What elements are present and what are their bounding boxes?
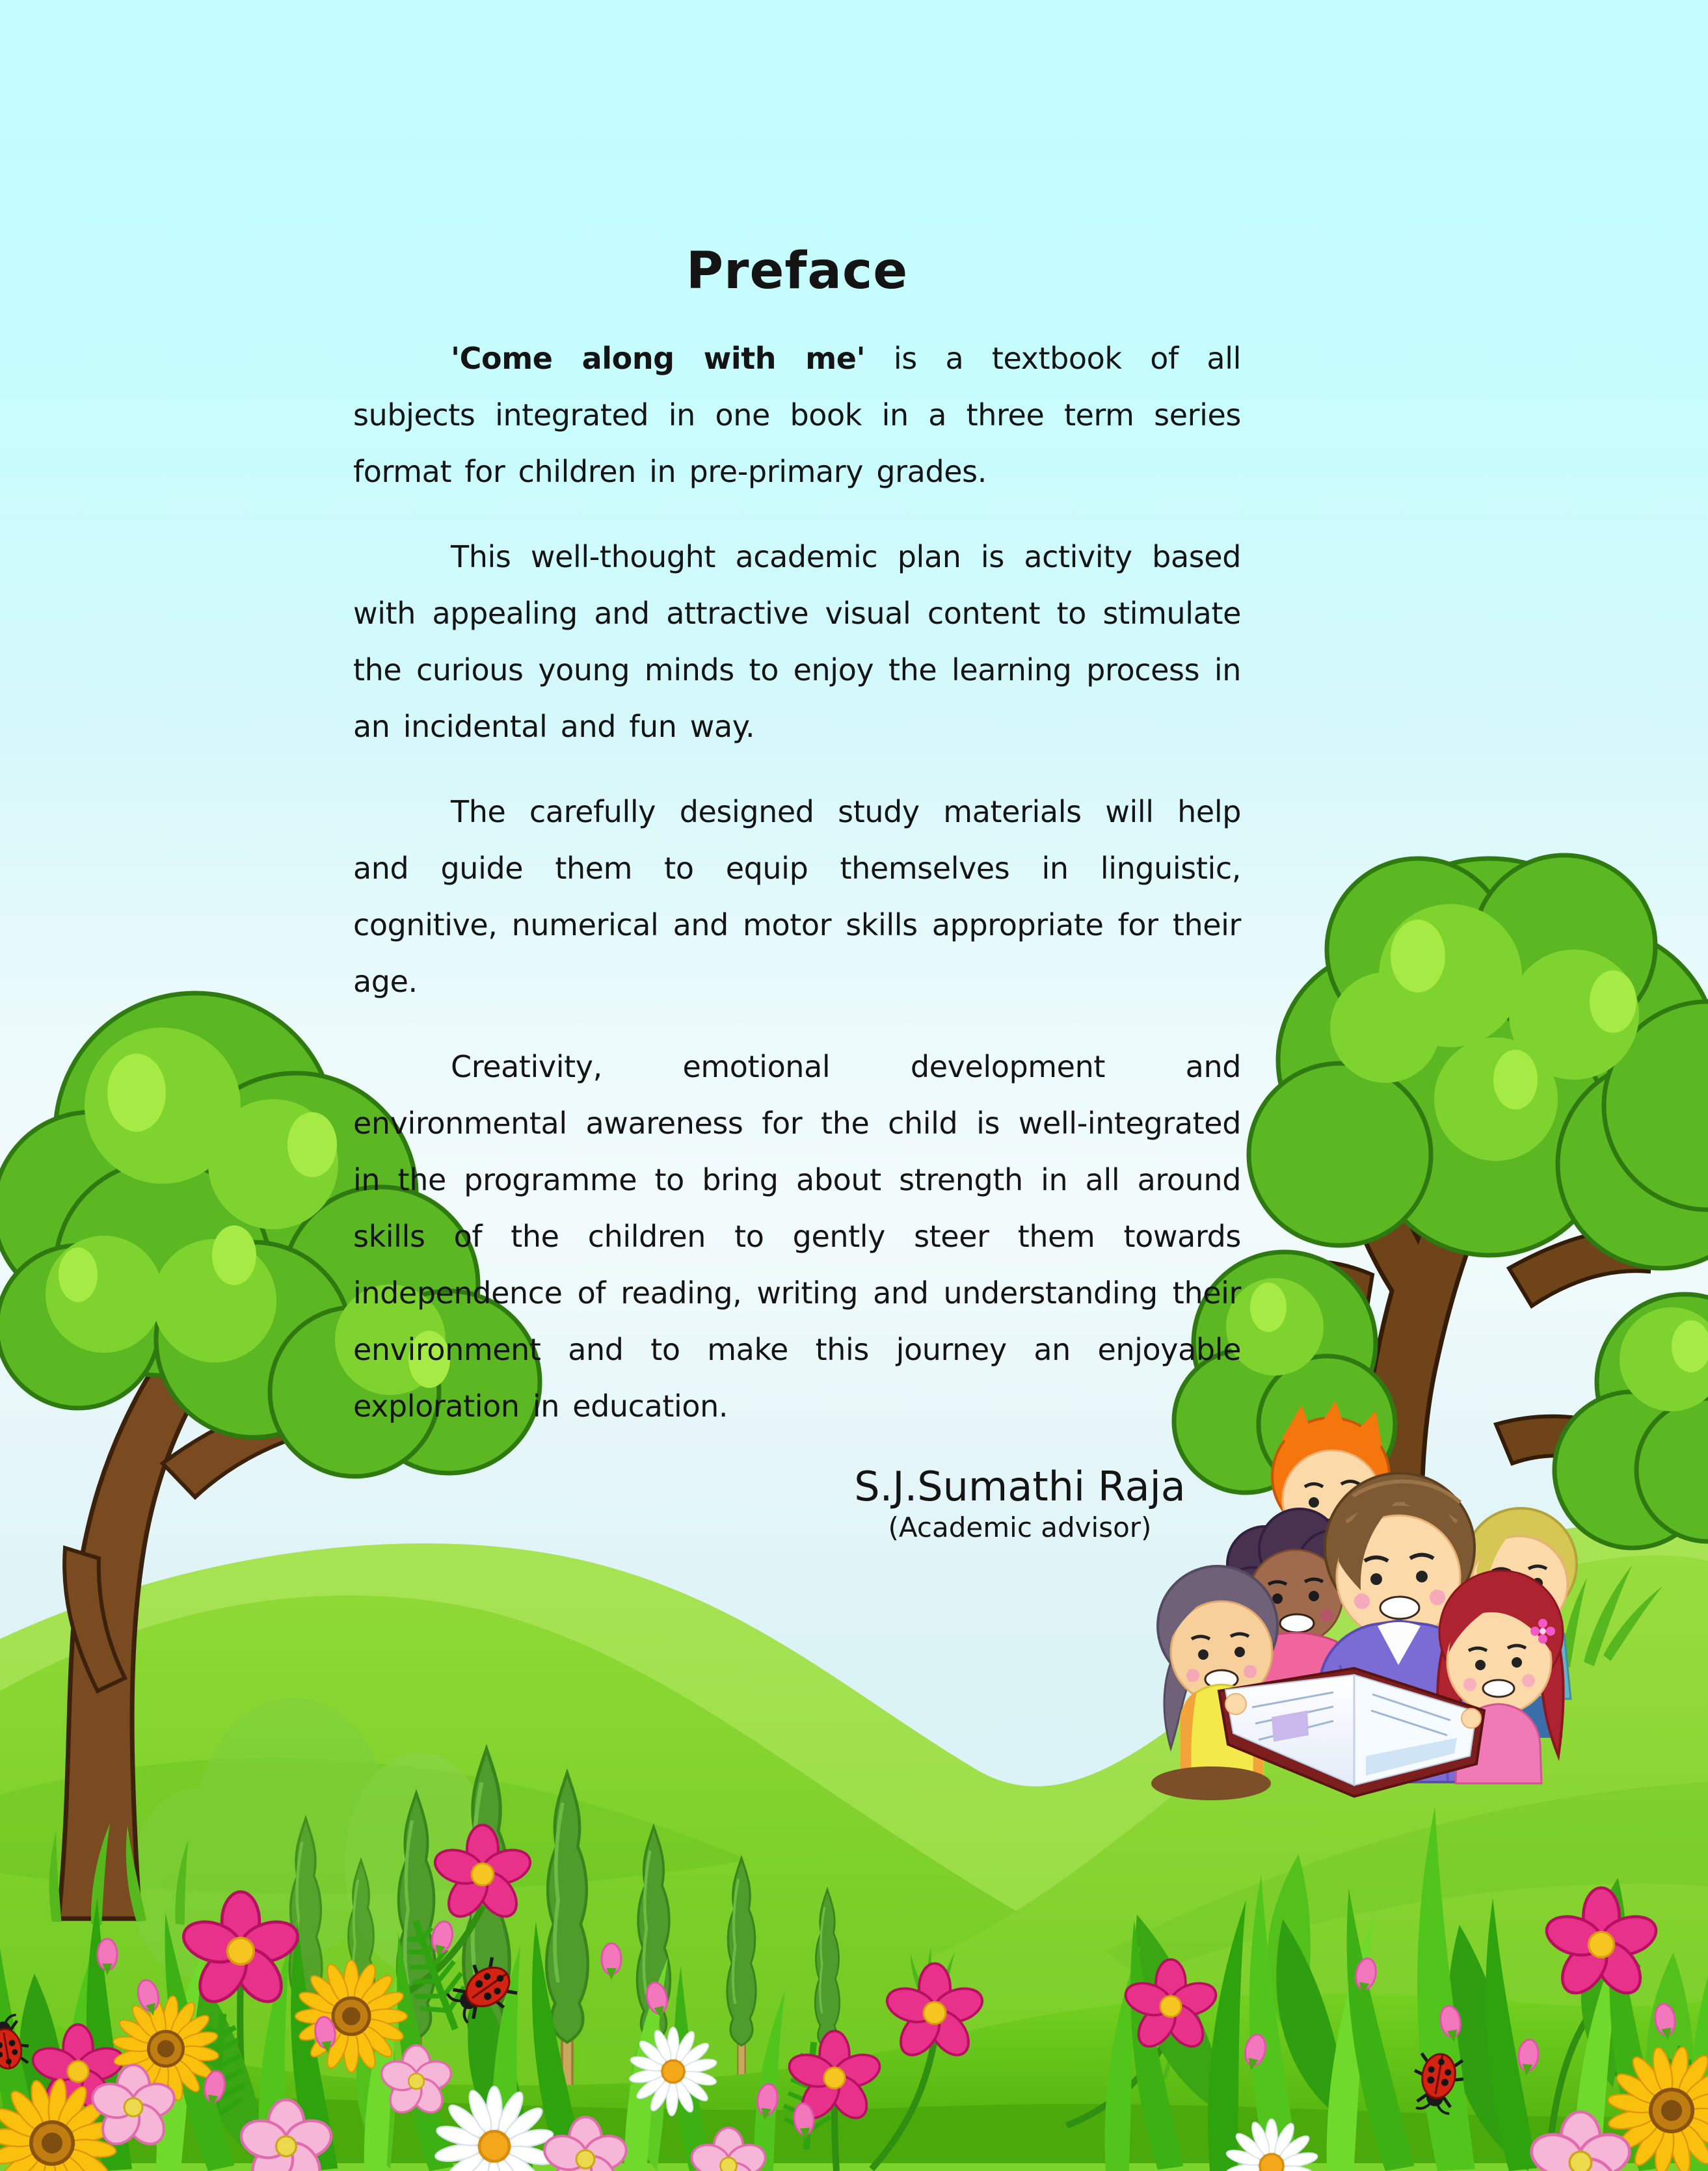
paragraph-3: The carefully designed study materials will help and guide them to equip themselves in linguistic, cognitive, numerical and motor skills appropriate for their age. (353, 794, 1241, 999)
paragraph-2: This well-thought academic plan is activity based with appealing and attractive visual content to stimulate the curious young minds to enjoy the learning process in an incidental and fun way. (353, 539, 1241, 744)
book-name: 'Come along with me' (451, 341, 866, 376)
sunflower (295, 1960, 407, 2072)
page-title: Preface (686, 242, 909, 300)
paragraph-4: Creativity, emotional development and environmental awareness for the child is well-integrated in the programme to bring about strength in all around skills of the children to gently steer them towards independence of reading, writing and understanding their environment and to make this journey an enjoyable exploration in education. (353, 1049, 1241, 1424)
preface-text-block (353, 242, 1241, 1545)
signature-block (818, 1463, 1221, 1545)
hand (1461, 1709, 1481, 1728)
author-name: S.J.Sumathi Raja (854, 1463, 1186, 1510)
author-role: (Academic advisor) (888, 1512, 1152, 1543)
paragraph-1-text: is a textbook of all subjects integrated in one book in a three term series format for children in pre-primary grades. (353, 341, 1241, 489)
paragraph-1 (353, 330, 1241, 500)
hand (1225, 1694, 1246, 1714)
